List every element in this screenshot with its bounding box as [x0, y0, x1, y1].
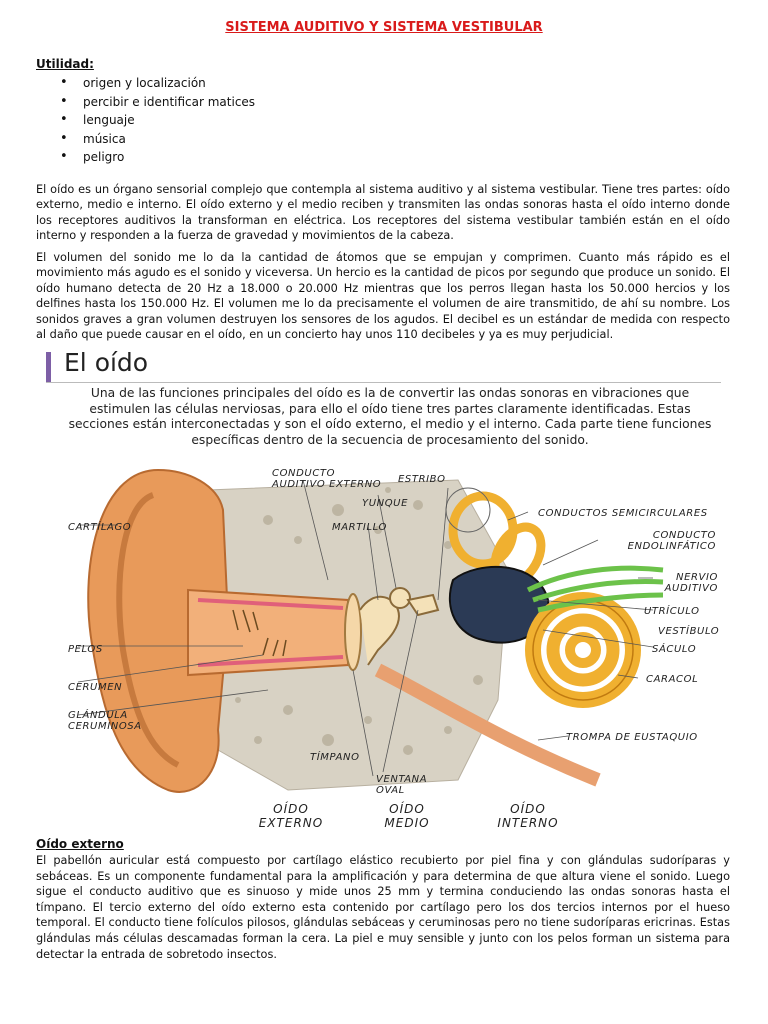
- ear-figure: [38, 346, 728, 832]
- label-conducto-externo: CONDUCTO AUDITIVO EXTERNO: [272, 468, 382, 490]
- figure-title: El oído: [64, 348, 149, 377]
- section-heading-oido-externo: Oído externo: [36, 837, 124, 851]
- label-nervio: NERVIO AUDITIVO: [664, 572, 718, 594]
- label-endolinfatico: CONDUCTO ENDOLINFÁTICO: [627, 530, 716, 552]
- list-item: • lenguaje: [60, 111, 255, 130]
- figure-rule: [46, 382, 721, 383]
- label-cartilago: CARTÍLAGO: [68, 522, 132, 533]
- label-timpano: TÍMPANO: [310, 752, 360, 763]
- list-item: • peligro: [60, 148, 255, 167]
- intro-paragraph: El oído es un órgano sensorial complejo que contempla al sistema auditivo y al sistema vestibular. Tiene tres partes: oído externo, medio e interno. El oído externo y el medio reciben y transmiten las ondas sonoras hasta el oído interno donde los receptores auditivos la transforman en eléctrica. Los receptores del sistema vestibular también están en el oído interno y responden a la fuerza de gravedad y movimientos de la cabeza.: [36, 183, 730, 243]
- zone-oido-interno: OÍDO INTERNO: [497, 802, 559, 830]
- label-estribo: ESTRIBO: [398, 474, 446, 485]
- list-item: • origen y localización: [60, 74, 255, 93]
- label-caracol: CARACOL: [646, 674, 699, 685]
- label-cerumen: CERUMEN: [68, 682, 123, 693]
- figure-intro: Una de las funciones principales del oído es la de convertir las ondas sonoras en vibraciones que estimulen las células nerviosas, para ello el oído tiene tres partes claramente identificadas. Estas secciones están interconectadas y son el oído externo, el medio y el interno. Cada parte tiene funciones específicas dentro de la secuencia de procesamiento del sonido.: [68, 386, 712, 447]
- outer-ear-paragraph: El pabellón auricular está compuesto por cartílago elástico recubierto por piel fina y con glándulas sudoríparas y sebáceas. Es un componente fundamental para la amplificación y para determina de que altura viene el sonido. Luego sigue el conducto auditivo que es sinuoso y mide unos 25 mm y termina conduciendo las ondas sonoras hasta el tímpano. El tercio externo del oído externo esta contenido por cartílago pero los dos tercios internos por el hueso temporal. El conducto tiene folículos pilosos, glándulas sebáceas y ceruminosas pero no tiene sudoríparas ericrinas. Estas glándulas más células descamadas forman la cera. La piel e muy sensible y junto con los pelos forman un sistema para detectar la entrada de sobretodo insectos.: [36, 854, 730, 961]
- tympanic-membrane: [345, 594, 361, 670]
- label-pelos: PELOS: [68, 644, 103, 655]
- list-item: • percibir e identificar matices: [60, 93, 255, 112]
- label-trompa: TROMPA DE EUSTAQUIO: [566, 732, 698, 743]
- volume-paragraph: El volumen del sonido me lo da la cantidad de átomos que se empujan y comprimen. Cuanto más rápido es el movimiento más agudo es el sonido y viceversa. Un hercio es la cantidad de picos por segundo que produce un sonido. El oído humano detecta de 20 Hz a 18.000 o 20.000 Hz mientras que los perros llegan hasta los 50.000 hercios y los delfines hasta los 150.000 Hz. El volumen me lo da precisamente el volumen de aire transmitido, de ahí su nombre. Los sonidos graves a gran volumen destruyen los sensores de los agudos. El decibel es un estándar de medida con respecto al daño que puede causar en el oído, en un concierto hay unos 110 decibeles y ya es muy perjudicial.: [36, 251, 730, 342]
- list-item: • música: [60, 130, 255, 149]
- label-martillo: MARTILLO: [332, 522, 387, 533]
- document-title: SISTEMA AUDITIVO Y SISTEMA VESTIBULAR: [225, 20, 543, 35]
- label-semicirculares: CONDUCTOS SEMICIRCULARES: [538, 508, 708, 519]
- zone-oido-medio: OÍDO MEDIO: [384, 802, 430, 830]
- utility-label: Utilidad:: [36, 57, 94, 71]
- label-yunque: YUNQUE: [362, 498, 409, 509]
- label-saculo: SÁCULO: [652, 644, 697, 655]
- utility-list: [60, 74, 255, 167]
- label-vestibulo: VESTÍBULO: [658, 626, 720, 637]
- figure-accent-bar: [46, 352, 51, 382]
- label-utriculo: UTRÍCULO: [644, 606, 700, 617]
- zone-oido-externo: OÍDO EXTERNO: [258, 802, 324, 830]
- label-ventana-oval: VENTANA OVAL: [376, 774, 428, 796]
- label-glandula: GLÁNDULA CERUMINOSA: [68, 710, 142, 732]
